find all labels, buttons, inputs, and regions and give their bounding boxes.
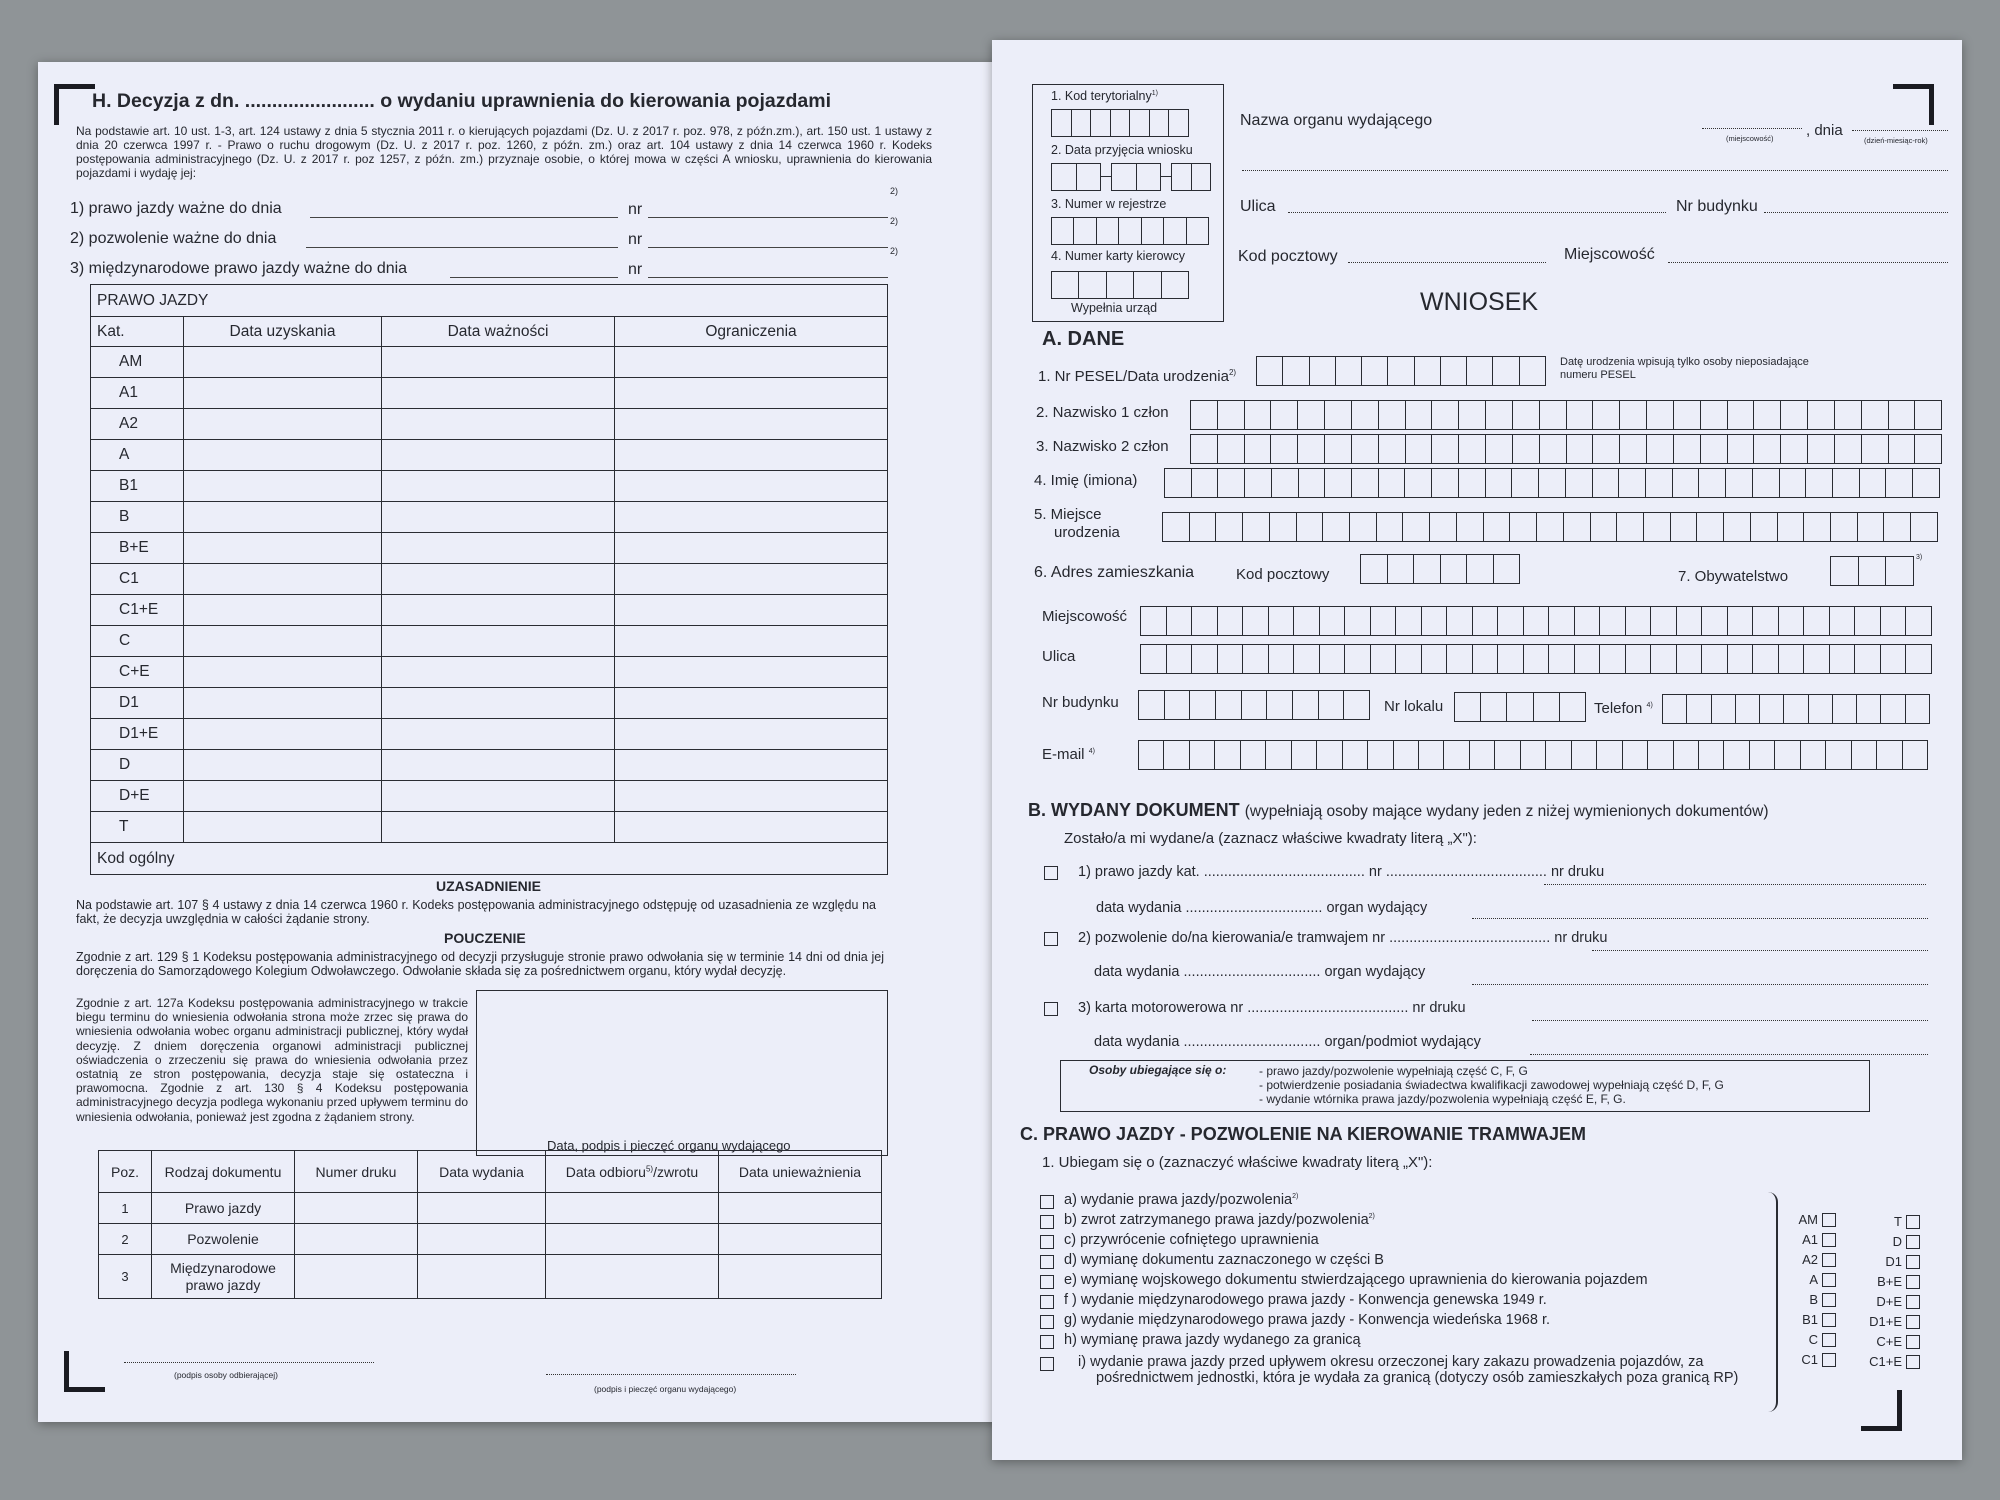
entry-cell[interactable] (382, 533, 615, 564)
c-checkbox-i[interactable] (1040, 1357, 1054, 1371)
table-row (91, 595, 888, 626)
entry-cell[interactable] (184, 657, 382, 688)
corner-mark (1893, 84, 1934, 125)
b-item-3-sub: data wydania .................................. organ/podmiot wydający (1094, 1034, 1481, 1050)
entry-cell[interactable] (382, 471, 615, 502)
authority-building-label: Nr budynku (1676, 198, 1758, 215)
email-field[interactable] (1138, 740, 1928, 770)
b-checkbox-2[interactable] (1044, 932, 1058, 946)
authority-postcode-label: Kod pocztowy (1238, 248, 1338, 265)
entry-cell[interactable] (184, 595, 382, 626)
territorial-code-field[interactable] (1051, 109, 1189, 137)
category-label-am: AM (1798, 1212, 1818, 1227)
category-cell: C (91, 626, 184, 657)
entry-cell[interactable] (615, 626, 888, 657)
corner-mark (1861, 1390, 1902, 1431)
postcode-label: Kod pocztowy (1236, 566, 1330, 583)
surname-2-label: 3. Nazwisko 2 człon (1036, 438, 1169, 455)
birthplace-label: 5. Miejsce (1034, 506, 1102, 523)
signature-box[interactable] (476, 990, 888, 1156)
building-number-label: Nr budynku (1042, 694, 1119, 711)
category-cell: D1 (91, 688, 184, 719)
b-item-1: 1) prawo jazdy kat. ........................................ nr ........................................ nr druku (1078, 864, 1605, 880)
email-label: E-mail $^{4)}$ (1042, 746, 1095, 763)
table-row (91, 626, 888, 657)
birthplace-label-2: urodzenia (1054, 524, 1120, 541)
category-label-t: T (1894, 1214, 1902, 1229)
date-received-month-field[interactable] (1111, 163, 1161, 191)
category-checkbox-c1+e[interactable] (1906, 1355, 1920, 1369)
b-item-2-sub: data wydania .................................. organ wydający (1094, 964, 1426, 980)
office-box-footer: Wypełnia urząd (1071, 301, 1158, 315)
driver-card-number-field[interactable] (1051, 271, 1189, 299)
entry-cell[interactable] (615, 347, 888, 378)
date-received-day-field[interactable] (1051, 163, 1101, 191)
entry-cell[interactable] (184, 378, 382, 409)
category-cell: C1 (91, 564, 184, 595)
table-row: 3 Międzynarodowe prawo jazdy (99, 1255, 882, 1299)
category-cell: T (91, 812, 184, 843)
b-applicants-title: Osoby ubiegające się o: (1089, 1063, 1227, 1077)
entry-cell[interactable] (184, 781, 382, 812)
office-use-box (1032, 84, 1224, 322)
uzasadnienie-text: Na podstawie art. 107 § 4 ustawy z dnia 14 czerwca 1960 r. Kodeks postępowania administracyjnego odstępuję od uzasadnienia ze względu na fakt, że decyzja uwzględnia w całości żądanie strony. (76, 898, 876, 926)
signature-box-caption: Data, podpis i pieczęć organu wydającego (547, 1138, 791, 1153)
category-checkbox-d+e[interactable] (1906, 1295, 1920, 1309)
pesel-label: 1. Nr PESEL/Data urodzenia$^{2)}$ (1038, 368, 1237, 385)
category-checkbox-a2[interactable] (1822, 1253, 1836, 1267)
c-checkbox-b[interactable] (1040, 1215, 1054, 1229)
entry-cell[interactable] (382, 626, 615, 657)
c-checkbox-d[interactable] (1040, 1255, 1054, 1269)
table-row (91, 378, 888, 409)
date-hint: (dzień-miesiąc-rok) (1864, 136, 1928, 145)
pouczenie-heading: POUCZENIE (444, 930, 526, 946)
category-checkbox-c1[interactable] (1822, 1353, 1836, 1367)
table-row (91, 440, 888, 471)
category-label-b1: B1 (1802, 1312, 1818, 1327)
section-b-intro: Zostało/a mi wydane/a (zaznacz właściwe kwadraty literą „X"): (1064, 830, 1477, 847)
apartment-number-field[interactable] (1454, 692, 1586, 722)
category-cell: B+E (91, 533, 184, 564)
pesel-note: Datę urodzenia wpisują tylko osoby nieposiadające numeru PESEL (1560, 356, 1809, 381)
first-name-label: 4. Imię (imiona) (1034, 472, 1138, 489)
authority-signature-caption: (podpis i pieczęć organu wydającego) (594, 1384, 737, 1394)
c-option-h: h) wymianę prawa jazdy wydanego za granicą (1064, 1332, 1361, 1348)
category-checkbox-c[interactable] (1822, 1333, 1836, 1347)
entry-cell[interactable] (382, 409, 615, 440)
category-checkbox-t[interactable] (1906, 1215, 1920, 1229)
section-c-intro: 1. Ubiegam się o (zaznaczyć właściwe kwadraty literą „X"): (1042, 1154, 1433, 1171)
address-label: 6. Adres zamieszkania (1034, 564, 1195, 581)
category-label-a2: A2 (1802, 1252, 1818, 1267)
c-checkbox-e[interactable] (1040, 1275, 1054, 1289)
category-cell: D (91, 750, 184, 781)
postcode-field[interactable] (1360, 554, 1520, 584)
c-option-c: c) przywrócenie cofniętego uprawnienia (1064, 1232, 1319, 1248)
table-row (91, 564, 888, 595)
entry-cell[interactable] (184, 750, 382, 781)
building-number-field[interactable] (1138, 690, 1370, 720)
entry-cell[interactable] (382, 347, 615, 378)
category-cell: AM (91, 347, 184, 378)
category-label-a: A (1809, 1272, 1818, 1287)
c-checkbox-c[interactable] (1040, 1235, 1054, 1249)
uzasadnienie-heading: UZASADNIENIE (436, 878, 542, 894)
category-checkbox-a1[interactable] (1822, 1233, 1836, 1247)
category-cell: B1 (91, 471, 184, 502)
category-label-d1: D1 (1885, 1254, 1902, 1269)
table-row (91, 657, 888, 688)
entry-cell[interactable] (184, 347, 382, 378)
table-row (91, 812, 888, 843)
c-option-i: i) wydanie prawa jazdy przed upływem okresu orzeczonej kary zakazu prowadzenia pojazdów, za pośrednictwem jednostki, która je wydała za granicą (dotyczy osób zamieszkałych poza granicą RP) (1078, 1354, 1739, 1386)
city-field[interactable] (1140, 606, 1932, 636)
entry-cell[interactable] (615, 409, 888, 440)
b-item-2: 2) pozwolenie do/na kierowania/e tramwajem nr ........................................ nr druku (1078, 930, 1608, 946)
entry-cell[interactable] (615, 688, 888, 719)
entry-cell[interactable] (184, 564, 382, 595)
section-c-heading: C. PRAWO JAZDY - POZWOLENIE NA KIEROWANIE TRAMWAJEM (1020, 1124, 1587, 1144)
category-cell: C1+E (91, 595, 184, 626)
category-label-d1+e: D1+E (1869, 1314, 1902, 1329)
c-option-d: d) wymianę dokumentu zaznaczonego w części B (1064, 1252, 1384, 1268)
table-row (91, 471, 888, 502)
table-row (91, 750, 888, 781)
category-label-c+e: C+E (1876, 1334, 1902, 1349)
category-label-d+e: D+E (1876, 1294, 1902, 1309)
category-checkbox-b1[interactable] (1822, 1313, 1836, 1327)
entry-cell[interactable] (184, 409, 382, 440)
surname-1-field[interactable] (1190, 400, 1942, 430)
entry-cell[interactable] (382, 750, 615, 781)
city-label: Miejscowość (1042, 608, 1128, 625)
table-row (91, 533, 888, 564)
right-page-application (992, 40, 1962, 1460)
b-item-3: 3) karta motorowerowa nr ........................................ nr druku (1078, 1000, 1466, 1016)
table-row (91, 502, 888, 533)
entry-cell[interactable] (615, 440, 888, 471)
register-number-field[interactable] (1051, 217, 1209, 245)
first-name-field[interactable] (1164, 468, 1940, 498)
b-applicants-note-box: Osoby ubiegające się o: - prawo jazdy/pozwolenie wypełniają część C, F, G - potwierdzenie posiadania świadectwa kwalifikacji zawodowej wypełniają część D, F, G - wydanie wtórnika prawa jazdy/pozwolenia wypełniają część E, F, G. (1060, 1060, 1870, 1112)
table-row (91, 719, 888, 750)
c-checkbox-a[interactable] (1040, 1195, 1054, 1209)
entry-cell[interactable] (615, 812, 888, 843)
entry-cell[interactable] (184, 440, 382, 471)
corner-mark (64, 1351, 105, 1392)
entry-cell[interactable] (615, 378, 888, 409)
date-separator-label: , dnia (1806, 122, 1843, 139)
category-label-b+e: B+E (1877, 1274, 1902, 1289)
pouczenie-text: Zgodnie z art. 129 § 1 Kodeksu postępowania administracyjnego od decyzji przysługuje stronie prawo odwołania się w terminie 14 dni od dnia jej doręczenia do Samorządowego Kolegium Odwoławczego. Odwołanie składa się za pośrednictwem organu, który wydał decyzję. (76, 950, 884, 978)
receiver-signature-caption: (podpis osoby odbierającej) (174, 1370, 278, 1380)
authority-street-label: Ulica (1240, 198, 1276, 215)
section-a-heading: A. DANE (1042, 328, 1125, 350)
c-option-g: g) wydanie międzynarodowego prawa jazdy - Konwencja wiedeńska 1968 r. (1064, 1312, 1551, 1328)
apartment-number-label: Nr lokalu (1384, 698, 1444, 715)
date-received-label: 2. Data przyjęcia wniosku (1051, 143, 1193, 157)
legal-basis-text: Na podstawie art. 10 ust. 1-3, art. 124 ustawy z dnia 5 stycznia 2011 r. o kierujących pojazdami (Dz. U. z 2017 r. poz. 978, z późn.zm.), art. 150 ust. 1 ustawy z dnia 20 czerwca 1997 r. - Prawo o ruchu drogowym (Dz. U. z 2017 r. poz. 1260, z późn. zm.) oraz art. 104 ustawy z dnia 14 czerwca 1960 r. Kodeks postępowania administracyjnego (Dz. U. z 2017 r. poz 1257, z późn. zm.) przyznaje osobie, o której mowa w części A wniosku, uprawnienia do kierowania pojazdami i wydaję jej: (76, 124, 932, 180)
entry-cell[interactable] (184, 502, 382, 533)
category-checkbox-d[interactable] (1906, 1235, 1920, 1249)
entry-cell[interactable] (382, 440, 615, 471)
pouczenie-text-2: Zgodnie z art. 127a Kodeksu postępowania administracyjnego w trakcie biegu terminu do wniesienia odwołania strona może zrzec się prawa do wniesienia odwołania wobec organu administracji publicznej, który wydał decyzję. Z dniem doręczenia organowi administracji publicznej oświadczenia o zrzeczeniu się prawa do wniesienia odwołania przez ostatnią ze stron postępowania, decyzja staje się ostateczna i prawomocna. Zgodnie z art. 130 § 4 Kodeksu postępowania administracyjnego decyzja podlega wykonaniu przed upływem terminu do wniesienia odwołania, ponieważ jest zgodna z żądaniem strony. (76, 996, 468, 1124)
table-header-row: Kat. Data uzyskania Data ważności Ograniczenia (91, 317, 888, 347)
category-checkbox-a[interactable] (1822, 1273, 1836, 1287)
b-item-1-sub: data wydania .................................. organ wydający (1096, 900, 1428, 916)
category-cell: A1 (91, 378, 184, 409)
entry-cell[interactable] (615, 657, 888, 688)
c-checkbox-h[interactable] (1040, 1335, 1054, 1349)
entry-cell[interactable] (382, 595, 615, 626)
entry-cell[interactable] (184, 812, 382, 843)
c-option-b: b) zwrot zatrzymanego prawa jazdy/pozwolenia$^{2)}$ (1064, 1212, 1375, 1228)
b-checkbox-1[interactable] (1044, 866, 1058, 880)
category-label-c: C (1808, 1332, 1818, 1347)
place-hint: (miejscowość) (1726, 134, 1774, 143)
table-row (91, 688, 888, 719)
table-row (91, 347, 888, 378)
section-b-heading: B. WYDANY DOKUMENT (wypełniają osoby mające wydany jeden z niżej wymienionych dokumentów) (1028, 800, 1769, 820)
c-checkbox-f[interactable] (1040, 1295, 1054, 1309)
category-label-d: D (1892, 1234, 1902, 1249)
category-cell: A2 (91, 409, 184, 440)
surname-1-label: 2. Nazwisko 1 człon (1036, 404, 1169, 421)
date-received-year-field[interactable] (1171, 163, 1211, 191)
driver-card-number-label: 4. Numer karty kierowcy (1051, 249, 1186, 263)
entry-cell[interactable] (615, 533, 888, 564)
decision-title: H. Decyzja z dn. ........................ o wydaniu uprawnienia do kierowania pojazdami (92, 90, 831, 112)
general-code-row: Kod ogólny (91, 843, 888, 875)
surname-2-field[interactable] (1190, 434, 1942, 464)
entry-cell[interactable] (615, 502, 888, 533)
entry-cell[interactable] (184, 688, 382, 719)
citizenship-field[interactable] (1830, 556, 1914, 586)
entry-cell[interactable] (615, 564, 888, 595)
category-checkbox-d1[interactable] (1906, 1255, 1920, 1269)
entry-cell[interactable] (184, 471, 382, 502)
application-title: WNIOSEK (1420, 288, 1539, 316)
category-cell: B (91, 502, 184, 533)
entry-cell[interactable] (615, 719, 888, 750)
territorial-code-label: 1. Kod terytorialny$^{1)}$ (1051, 89, 1158, 103)
bracket (1764, 1192, 1778, 1412)
category-checkbox-am[interactable] (1822, 1213, 1836, 1227)
category-label-c1+e: C1+E (1869, 1354, 1902, 1369)
entry-cell[interactable] (615, 750, 888, 781)
issued-documents-table (98, 1150, 882, 1299)
entry-cell[interactable] (382, 719, 615, 750)
entry-cell[interactable] (184, 626, 382, 657)
entry-cell[interactable] (382, 812, 615, 843)
b-checkbox-3[interactable] (1044, 1002, 1058, 1016)
street-label: Ulica (1042, 648, 1076, 665)
c-checkbox-g[interactable] (1040, 1315, 1054, 1329)
c-option-e: e) wymianę wojskowego dokumentu stwierdzającego uprawnienia do kierowania pojazdem (1064, 1272, 1648, 1288)
entry-cell[interactable] (184, 533, 382, 564)
category-checkbox-d1+e[interactable] (1906, 1315, 1920, 1329)
entry-cell[interactable] (382, 378, 615, 409)
entry-cell[interactable] (382, 781, 615, 812)
entry-cell[interactable] (382, 688, 615, 719)
phone-label: Telefon $^{4)}$ (1594, 700, 1653, 717)
issuing-authority-label: Nazwa organu wydającego (1240, 112, 1433, 129)
citizenship-sup: 3) (1916, 554, 1923, 561)
entry-cell[interactable] (615, 595, 888, 626)
entry-cell[interactable] (382, 502, 615, 533)
pesel-field[interactable] (1256, 356, 1546, 386)
driving-licence-table (90, 284, 888, 875)
category-checkbox-b+e[interactable] (1906, 1275, 1920, 1289)
category-cell: D+E (91, 781, 184, 812)
entry-cell[interactable] (382, 564, 615, 595)
entry-cell[interactable] (184, 719, 382, 750)
table-row (91, 409, 888, 440)
birthplace-field[interactable] (1162, 512, 1938, 542)
c-option-f: f ) wydanie międzynarodowego prawa jazdy - Konwencja genewska 1949 r. (1064, 1292, 1547, 1308)
category-checkbox-c+e[interactable] (1906, 1335, 1920, 1349)
table-title: PRAWO JAZDY (91, 285, 888, 317)
category-label-b: B (1809, 1292, 1818, 1307)
c-option-a: a) wydanie prawa jazdy/pozwolenia$^{2)}$ (1064, 1192, 1299, 1208)
table-row: 1 Prawo jazdy (99, 1193, 882, 1224)
authority-city-label: Miejscowość (1564, 246, 1655, 263)
table-row (91, 781, 888, 812)
category-label-c1: C1 (1801, 1352, 1818, 1367)
entry-cell[interactable] (615, 781, 888, 812)
category-label-a1: A1 (1802, 1232, 1818, 1247)
table-row: 2 Pozwolenie (99, 1224, 882, 1255)
citizenship-label: 7. Obywatelstwo (1678, 568, 1789, 585)
category-checkbox-b[interactable] (1822, 1293, 1836, 1307)
phone-field[interactable] (1662, 694, 1930, 724)
table-header-row: Poz. Rodzaj dokumentu Numer druku Data wydania Data odbioru$^{5)}$/zwrotu Data unieważnienia (99, 1151, 882, 1193)
corner-mark (54, 84, 95, 125)
left-page-decision: H. Decyzja z dn. ........................ o wydaniu uprawnienia do kierowania pojazdami Na podstawie art. 10 ust. 1-3, art. 124 ustawy z dnia 5 stycznia 2011 r. o kierujących pojazdami (Dz. U. z 2017 r. poz. 978, z późn.zm.), art. 150 ust. 1 ustawy z dnia 20 czerwca 1997 r. - Prawo o ruchu drogowym (Dz. U. z 2017 r. poz. 1260, z późn. zm.) oraz art. 104 ustawy z dnia 14 czerwca 1960 r. Kodeks postępowania administracyjnego (Dz. U. z 2017 r. poz 1257, z późn. zm.) przyznaje osobie, o której mowa w części A wniosku, uprawnienia do kierowania pojazdami i wydaję jej: 1) prawo jazdy ważne do dnia nr 2) 2) pozwolenie ważne do dnia nr 2) 3) międzynarodowe prawo jazdy ważne do dnia nr 2) PRAWO JAZDY Kat. Data uzyskania Data ważności Ograniczenia AM A1 A2 A B1 B B+E C1 C1+E C C+E D1 D1+E D D+E T Kod ogólny UZASADNIENIE Na podstawie art. 107 § 4 ustawy z dnia 14 czerwca 1960 r. Kodeks postępowania administracyjnego odstępuję od uzasadnienia ze względu na fakt, że decyzja uwzględnia w całości żądanie strony. POUCZENIE Zgodnie z art. 129 § 1 Kodeksu postępowania administracyjnego od decyzji przysługuje stronie prawo odwołania się w terminie 14 dni od dnia jej doręczenia do Samorządowego Kolegium Odwoławczego. Odwołanie składa się za pośrednictwem organu, który wydał decyzję. Zgodnie z art. 127a Kodeksu postępowania administracyjnego w trakcie biegu terminu do wniesienia odwołania strona może zrzec się prawa do wniesienia odwołania wobec organu administracji publicznej, który wydał decyzję. Z dniem doręczenia organowi administracji publicznej oświadczenia o zrzeczeniu się prawa do wniesienia odwołania przez ostatnią ze stron postępowania, decyzja staje się ostateczna i prawomocna. Zgodnie z art. 130 § 4 Kodeksu postępowania administracyjnego decyzja podlega wykonaniu przed upływem terminu do wniesienia odwołania, ponieważ jest zgodna z żądaniem strony. Data, podpis i pieczęć organu wydającego Poz. Rodzaj dokumentu Numer druku Data wydania Data odbioru$^{5)}$/zwrotu Data unieważnienia 1 Prawo jazdy 2 Pozwolenie 3 Międzynarodowe prawo jazdy (podpis osoby odbierającej) (podpis i pieczęć organu wydającego) (38, 62, 1000, 1422)
category-cell: D1+E (91, 719, 184, 750)
entry-cell[interactable] (615, 471, 888, 502)
category-cell: C+E (91, 657, 184, 688)
street-field[interactable] (1140, 644, 1932, 674)
register-number-label: 3. Numer w rejestrze (1051, 197, 1167, 211)
category-cell: A (91, 440, 184, 471)
entry-cell[interactable] (382, 657, 615, 688)
